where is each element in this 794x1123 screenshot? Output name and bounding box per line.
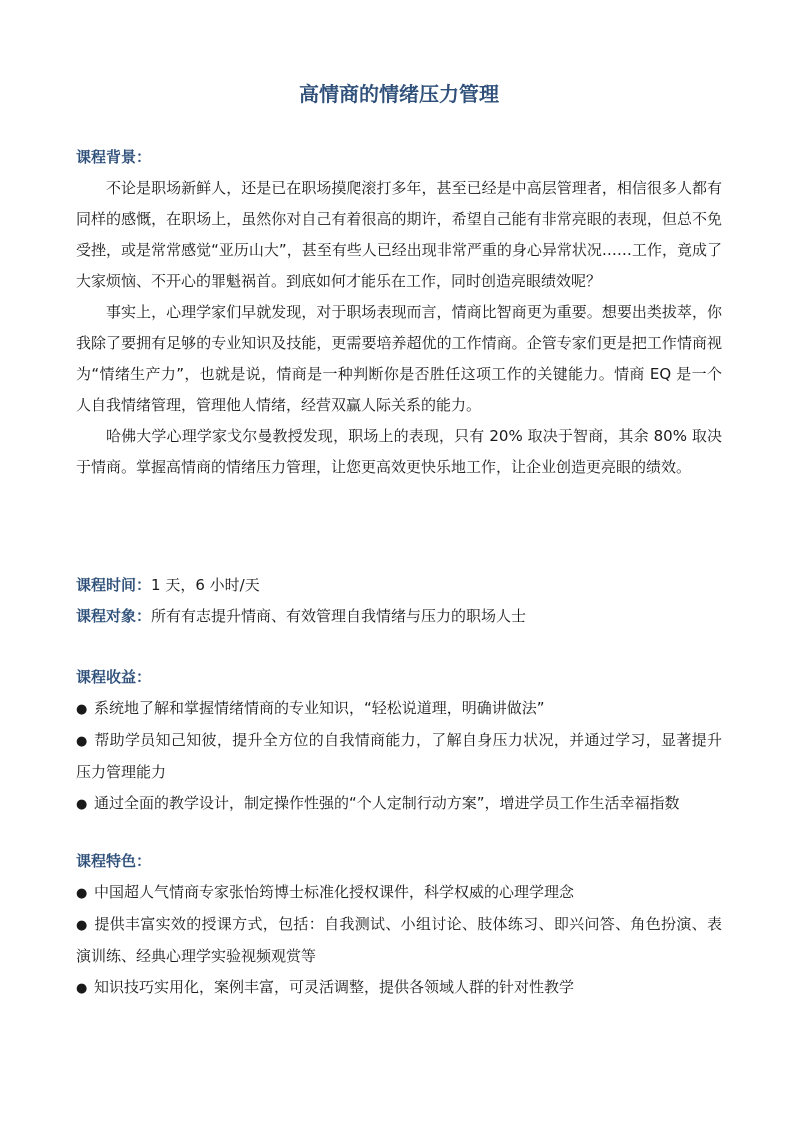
list-item-text: 知识技巧实用化，案例丰富，可灵活调整，提供各领域人群的针对性教学 (94, 978, 575, 996)
background-paragraph: 哈佛大学心理学家戈尔曼教授发现，职场上的表现，只有 20% 取决于智商，其余 80% 取决于情商。掌握高情商的情绪压力管理，让您更高效更快乐地工作，让企业创造更亮眼的绩效。 (76, 427, 722, 476)
background-heading: 课程背景： (76, 148, 152, 166)
bullet-icon: ● (76, 734, 88, 749)
list-item (76, 972, 722, 1004)
background-paragraph: 不论是职场新鲜人，还是已在职场摸爬滚打多年，甚至已经是中高层管理者，相信很多人都有同样的感慨，在职场上，虽然你对自己有着很高的期许，希望自己能有非常亮眼的表现，但总不免受挫，或是常常感觉“亚历山大”，甚至有些人已经出现非常严重的身心异常状况……工作，竟成了大家烦恼、不开心的罪魁祸首。到底如何才能乐在工作，同时创造亮眼绩效呢？ (76, 179, 722, 290)
course-meta (76, 570, 722, 632)
list-item-text: 提供丰富实效的授课方式，包括：自我测试、小组讨论、肢体练习、即兴问答、角色扮演、表演训练、经典心理学实验视频观赏等 (76, 915, 722, 965)
list-item-text: 帮助学员知己知彼，提升全方位的自我情商能力，了解自身压力状况，并通过学习，显著提升压力管理能力 (76, 731, 722, 781)
course-audience-label: 课程对象： (76, 607, 152, 625)
course-audience-value: 所有有志提升情商、有效管理自我情绪与压力的职场人士 (151, 607, 527, 625)
list-item (76, 909, 722, 972)
bullet-icon: ● (76, 702, 88, 717)
benefits-heading: 课程收益： (76, 668, 152, 686)
background-paragraph: 事实上，心理学家们早就发现，对于职场表现而言，情商比智商更为重要。想要出类拔萃，你我除了要拥有足够的专业知识及技能，更需要培养超优的工作情商。企管专家们更是把工作情商视为“情绪生产力”，也就是说，情商是一种判断你是否胜任这项工作的关键能力。情商 EQ 是一个人自我情绪管理，管理他人情绪，经营双赢人际关系的能力。 (76, 303, 722, 414)
background-section (76, 142, 722, 483)
features-section (76, 846, 722, 1004)
benefits-section (76, 662, 722, 820)
benefits-list (76, 693, 722, 820)
list-item (76, 693, 722, 725)
list-item (76, 877, 722, 909)
course-audience-line (76, 601, 722, 632)
list-item (76, 788, 722, 820)
list-item-text: 通过全面的教学设计，制定操作性强的“个人定制行动方案”，增进学员工作生活幸福指数 (94, 794, 680, 812)
bullet-icon: ● (76, 797, 88, 812)
course-time-line (76, 570, 722, 601)
features-heading: 课程特色： (76, 852, 152, 870)
features-list (76, 877, 722, 1004)
bullet-icon: ● (76, 918, 88, 933)
course-time-value: 1 天，6 小时/天 (151, 576, 260, 594)
course-time-label: 课程时间： (76, 576, 152, 594)
page-title: 高情商的情绪压力管理 (299, 82, 499, 106)
list-item-text: 中国超人气情商专家张怡筠博士标准化授权课件，科学权威的心理学理念 (94, 883, 575, 901)
bullet-icon: ● (76, 886, 88, 901)
list-item-text: 系统地了解和掌握情绪情商的专业知识，“轻松说道理，明确讲做法” (94, 699, 545, 717)
bullet-icon: ● (76, 981, 88, 996)
list-item (76, 725, 722, 788)
